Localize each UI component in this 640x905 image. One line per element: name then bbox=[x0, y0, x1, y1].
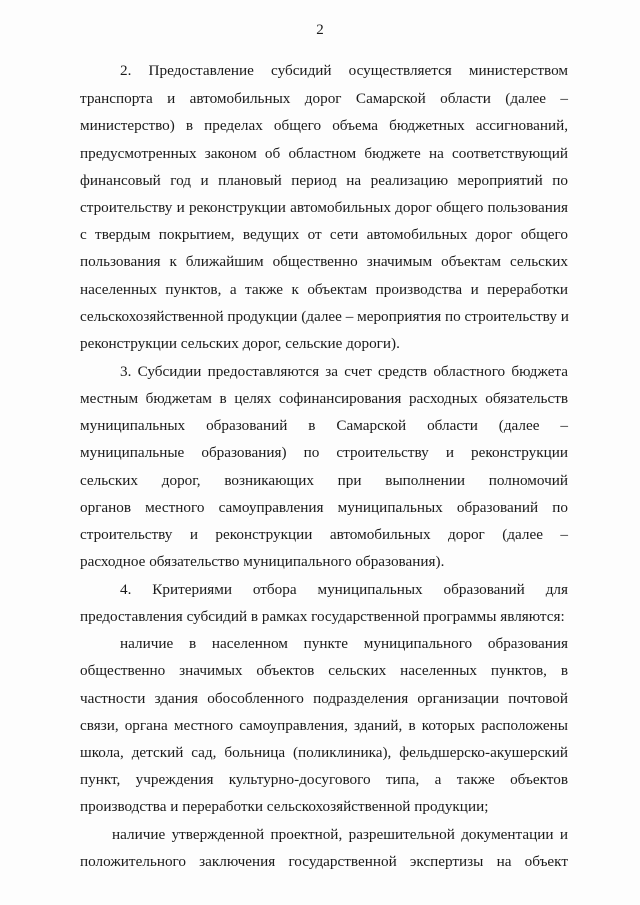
page-number: 2 bbox=[316, 22, 324, 38]
text-line: частности здания обособленного подразделения организации почтовой bbox=[80, 690, 568, 707]
text-line: школа, детский сад, больница (поликлиника), фельдшерско-акушерский bbox=[80, 744, 568, 761]
text-line: сельскохозяйственной продукции (далее – мероприятия по строительству и bbox=[80, 308, 569, 325]
text-line: производства и переработки сельскохозяйственной продукции; bbox=[80, 798, 489, 815]
text-line: предусмотренных законом об областном бюджете на соответствующий bbox=[80, 145, 568, 162]
text-line: наличие утвержденной проектной, разрешительной документации и bbox=[112, 826, 568, 843]
text-line: местным бюджетам в целях софинансирования расходных обязательств bbox=[80, 390, 568, 407]
text-line: 4. Критериями отбора муниципальных образований для bbox=[120, 581, 568, 598]
text-line: муниципальных образований в Самарской области (далее – bbox=[80, 417, 568, 434]
text-line: положительного заключения государственной экспертизы на объект bbox=[80, 853, 568, 870]
text-line: финансовый год и плановый период на реализацию мероприятий по bbox=[80, 172, 568, 189]
text-line: строительству и реконструкции автомобильных дорог общего пользования bbox=[80, 199, 568, 216]
text-line: связи, органа местного самоуправления, зданий, в которых расположены bbox=[80, 717, 568, 734]
text-line: строительству и реконструкции автомобильных дорог (далее – bbox=[80, 526, 568, 543]
text-line: предоставления субсидий в рамках государственной программы являются: bbox=[80, 608, 565, 625]
text-line: министерство) в пределах общего объема бюджетных ассигнований, bbox=[80, 117, 568, 134]
text-line: пользования к ближайшим общественно значимым объектам сельских bbox=[80, 253, 568, 270]
text-line: 2. Предоставление субсидий осуществляется министерством bbox=[120, 62, 568, 79]
text-line: населенных пунктов, а также к объектам производства и переработки bbox=[80, 281, 568, 298]
text-line: органов местного самоуправления муниципальных образований по bbox=[80, 499, 568, 516]
text-line: общественно значимых объектов сельских населенных пунктов, в bbox=[80, 662, 568, 679]
text-line: с твердым покрытием, ведущих от сети автомобильных дорог общего bbox=[80, 226, 568, 243]
text-line: расходное обязательство муниципального образования). bbox=[80, 553, 445, 570]
text-line: наличие в населенном пункте муниципального образования bbox=[120, 635, 568, 652]
text-line: 3. Субсидии предоставляются за счет средств областного бюджета bbox=[120, 363, 568, 380]
text-line: транспорта и автомобильных дорог Самарской области (далее – bbox=[80, 90, 568, 107]
text-line: пункт, учреждения культурно-досугового типа, а также объектов bbox=[80, 771, 568, 788]
text-line: сельских дорог, возникающих при выполнении полномочий bbox=[80, 472, 568, 489]
text-line: муниципальные образования) по строительству и реконструкции bbox=[80, 444, 568, 461]
text-line: реконструкции сельских дорог, сельские дороги). bbox=[80, 335, 400, 352]
